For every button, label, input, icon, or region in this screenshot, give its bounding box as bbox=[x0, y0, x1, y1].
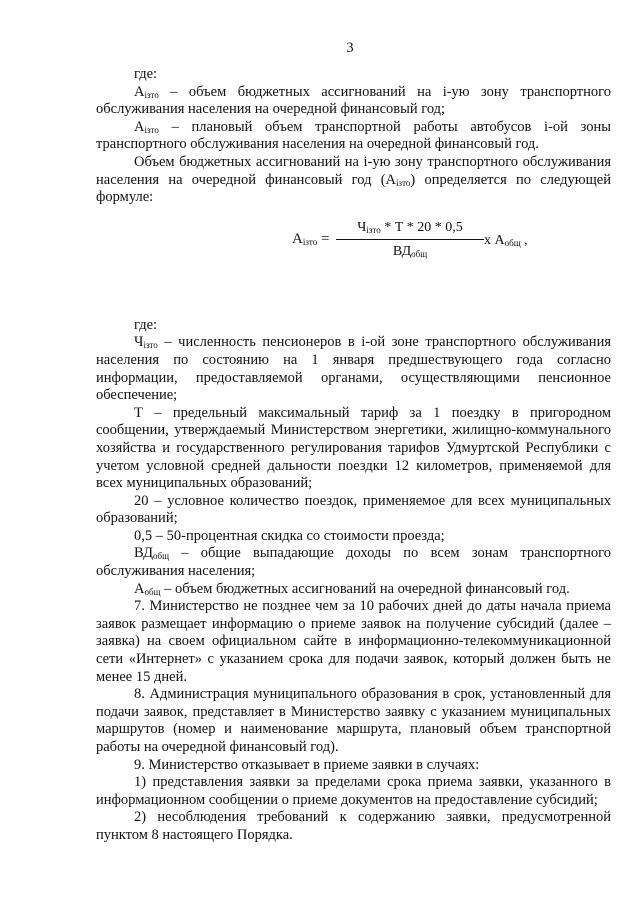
page-number: 3 bbox=[346, 40, 354, 56]
formula-intro: Объем бюджетных ассигнований на i-ую зону транспортного обслуживания населения на очередной финансовый год $(А_{iзто})$ определяется по следующей формуле: bbox=[96, 153, 611, 206]
formula bbox=[96, 209, 611, 275]
document-body bbox=[96, 66, 611, 845]
definition-a-izto-plan: $А_{iзто}$ – плановый объем транспортной работы автобусов i-ой зоны транспортного обслуживания населения на очередной финансовый год. bbox=[96, 118, 611, 153]
formula-lhs: $А_{iзто}$ = bbox=[292, 230, 330, 247]
formula-multiplier: х $А_{общ}$ , bbox=[484, 232, 528, 248]
clause-7: 7. Министерство не позднее чем за 10 рабочих дней до даты начала приема заявок размещает информацию о приеме заявок на получение субсидий (далее – заявка) на своем официальном сайте в информационно-телекоммуникационной сети «Интернет» с указанием срока для подачи заявок, который должен быть не менее 15 дней. bbox=[96, 598, 611, 685]
definition-vd-obsh: $ВД_{общ}$ – общие выпадающие доходы по всем зонам транспортного обслуживания населения; bbox=[96, 545, 611, 580]
where-label-1: где: bbox=[134, 66, 158, 82]
formula-numerator: $Ч_{iзто}$ * Т * 20 * 0,5 bbox=[357, 219, 463, 235]
clause-9-item-1: 1) представления заявки за пределами срока приема заявки, указанного в информационном сообщении о приеме документов на предоставление субсидий; bbox=[96, 774, 611, 808]
spacer bbox=[96, 275, 611, 317]
definition-a-izto: $А_{iзто}$ – объем бюджетных ассигнований на i-ую зону транспортного обслуживания населения на очередной финансовый год; bbox=[96, 83, 611, 118]
clause-8: 8. Администрация муниципального образования в срок, установленный для подачи заявок, представляет в Министерство заявку с указанием муниципальных маршрутов (номер и наименование маршрута, плановый объем транспортной работы на очередной финансовый год). bbox=[96, 686, 611, 755]
where-label-2: где: bbox=[134, 316, 158, 333]
fraction-bar bbox=[336, 239, 484, 240]
definition-a-obsh: $А_{общ}$ – объем бюджетных ассигнований на очередной финансовый год. bbox=[134, 580, 570, 597]
formula-denominator: $ВД_{общ}$ bbox=[392, 243, 428, 259]
clause-9-item-2: 2) несоблюдения требований к содержанию заявки, предусмотренной пунктом 8 настоящего Порядка. bbox=[96, 809, 611, 843]
clause-9: 9. Министерство отказывает в приеме заявки в случаях: bbox=[134, 756, 480, 773]
definition-ch-izto: $Ч_{iзто}$ – численность пенсионеров в i-ой зоне транспортного обслуживания населения по состоянию на 1 января предшествующего года согласно информации, предоставляемой органами, осуществляющими пенсионное обеспечение; bbox=[96, 334, 611, 404]
definition-t: Т – предельный максимальный тариф за 1 поездку в пригородном сообщении, утверждаемый Министерством энергетики, жилищно-коммунального хозяйства и государственного регулирования тарифов Удмуртской Республики с учетом условной средней дальности поездки 12 километров, применяемой для всех муниципальных образований; bbox=[96, 404, 611, 492]
definition-05: 0,5 – 50-процентная скидка со стоимости проезда; bbox=[134, 527, 445, 544]
definition-20: 20 – условное количество поездок, применяемое для всех муниципальных образований; bbox=[96, 492, 611, 527]
